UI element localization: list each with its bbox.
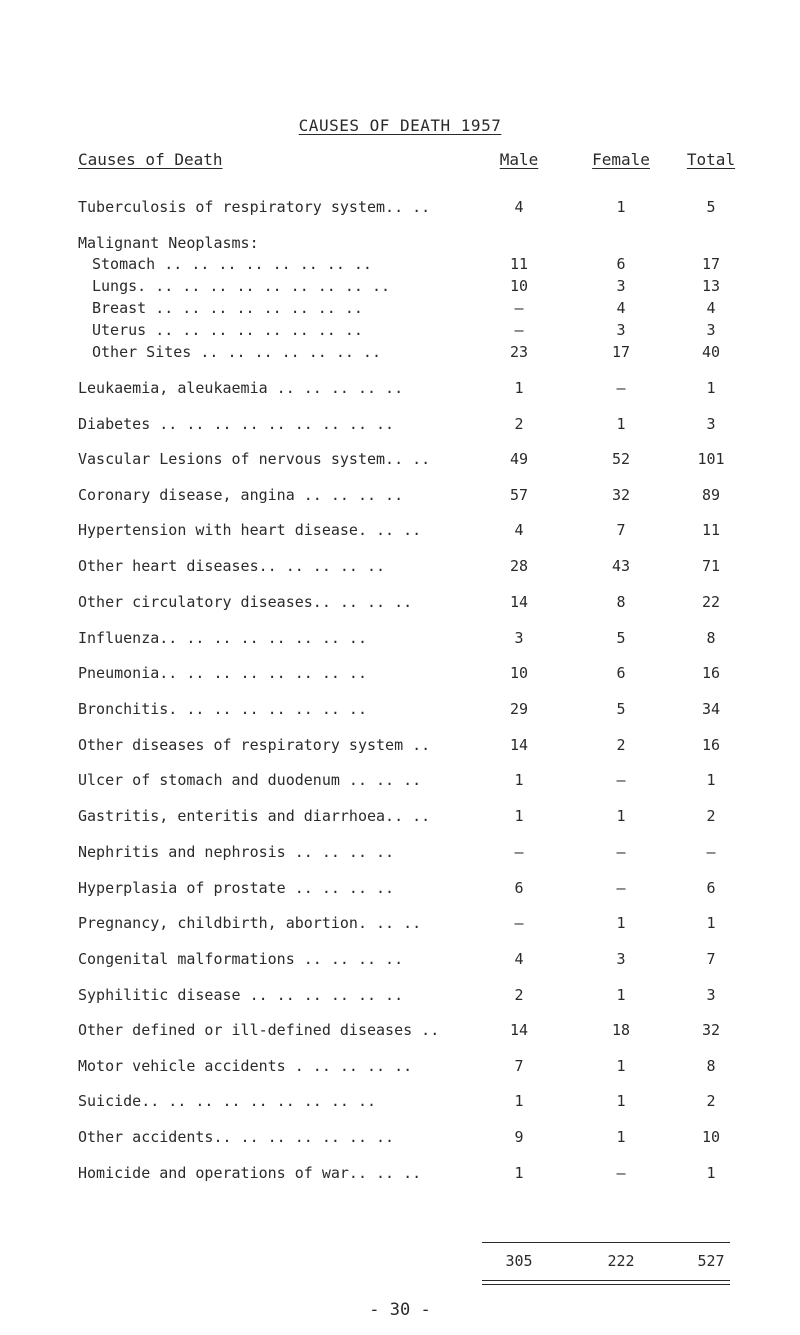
cause-label: Congenital malformations .. .. .. .. [78,950,404,968]
table-row [0,1019,800,1041]
table-row [0,984,800,1006]
total-count: 1 [706,1164,716,1182]
cause-label: Malignant Neoplasms: [78,234,259,252]
female-count: – [616,879,626,897]
cause-label: Other defined or ill-defined diseases .. [78,1021,440,1039]
total-count: 6 [706,879,716,897]
total-count: 3 [706,321,716,339]
cause-label: Bronchitis. .. .. .. .. .. .. .. [78,700,367,718]
table-row [0,734,800,756]
cause-label: Homicide and operations of war.. .. .. [78,1164,422,1182]
total-count: 40 [701,343,721,361]
cause-label: Other diseases of respiratory system .. [78,736,431,754]
female-count: 1 [616,807,626,825]
female-count: 1 [616,415,626,433]
male-count: 2 [514,415,524,433]
female-count: – [616,379,626,397]
cause-label: Diabetes .. .. .. .. .. .. .. .. .. [78,415,395,433]
male-count: 29 [509,700,529,718]
total-count: 1 [706,914,716,932]
grand-total-rule [482,1280,730,1285]
female-count: 5 [616,629,626,647]
table-row [0,448,800,470]
cause-label: Leukaemia, aleukaemia .. .. .. .. .. [78,379,404,397]
female-count: 6 [616,664,626,682]
total-count: 8 [706,1057,716,1075]
female-count: 6 [616,255,626,273]
male-count: 28 [509,557,529,575]
cause-label: Uterus .. .. .. .. .. .. .. .. [92,321,363,339]
totals-row [0,1250,800,1272]
table-row [0,877,800,899]
total-count: 32 [701,1021,721,1039]
total-count: – [706,843,716,861]
male-count: 11 [509,255,529,273]
total-count: 34 [701,700,721,718]
female-count: 5 [616,700,626,718]
male-count: – [514,321,524,339]
table-row [0,841,800,863]
table-row [0,253,800,275]
cause-label: Gastritis, enteritis and diarrhoea.. .. [78,807,431,825]
female-count: 52 [611,450,631,468]
table-row [0,912,800,934]
female-count: 1 [616,1092,626,1110]
cause-label: Hypertension with heart disease. .. .. [78,521,422,539]
male-count: – [514,299,524,317]
female-count: – [616,843,626,861]
total-count: 101 [697,450,725,468]
cause-label: Influenza.. .. .. .. .. .. .. .. [78,629,367,647]
header-male: Male [499,150,539,169]
subtotal-rule [482,1242,730,1243]
table-row [0,1126,800,1148]
table-row [0,769,800,791]
table-row [0,413,800,435]
female-count: – [616,771,626,789]
total-count: 4 [706,299,716,317]
total-count: 89 [701,486,721,504]
cause-label: Other heart diseases.. .. .. .. .. [78,557,386,575]
male-count: 1 [514,379,524,397]
male-count: 14 [509,736,529,754]
female-count: 3 [616,950,626,968]
male-count: 10 [509,664,529,682]
male-count: 7 [514,1057,524,1075]
male-count: 2 [514,986,524,1004]
total-count: 2 [706,807,716,825]
table-row [0,805,800,827]
total-count: 16 [701,736,721,754]
table-row [0,519,800,541]
page-title: CAUSES OF DEATH 1957 [298,116,502,135]
male-count: – [514,843,524,861]
total-female: 222 [607,1252,635,1270]
cause-label: Syphilitic disease .. .. .. .. .. .. [78,986,404,1004]
header-causes: Causes of Death [78,150,223,169]
female-count: 1 [616,198,626,216]
male-count: 57 [509,486,529,504]
male-count: 1 [514,807,524,825]
female-count: 1 [616,1057,626,1075]
cause-label: Coronary disease, angina .. .. .. .. [78,486,404,504]
total-count: 1 [706,771,716,789]
table-row [0,275,800,297]
total-count: 22 [701,593,721,611]
total-count: 3 [706,415,716,433]
male-count: 23 [509,343,529,361]
cause-label: Nephritis and nephrosis .. .. .. .. [78,843,395,861]
total-count: 10 [701,1128,721,1146]
table-row [0,484,800,506]
female-count: 3 [616,277,626,295]
male-count: 9 [514,1128,524,1146]
male-count: 14 [509,593,529,611]
male-count: 1 [514,1092,524,1110]
table-row [0,1162,800,1184]
male-count: 49 [509,450,529,468]
total-all: 527 [697,1252,725,1270]
female-count: 8 [616,593,626,611]
table-row [0,627,800,649]
cause-label: Vascular Lesions of nervous system.. .. [78,450,431,468]
cause-label: Pregnancy, childbirth, abortion. .. .. [78,914,422,932]
male-count: – [514,914,524,932]
total-count: 71 [701,557,721,575]
table-row [0,698,800,720]
table-row [0,1090,800,1112]
female-count: – [616,1164,626,1182]
total-count: 13 [701,277,721,295]
male-count: 10 [509,277,529,295]
table-row [0,297,800,319]
table-row [0,555,800,577]
female-count: 2 [616,736,626,754]
cause-label: Lungs. .. .. .. .. .. .. .. .. .. [92,277,391,295]
total-count: 8 [706,629,716,647]
table-row [0,948,800,970]
cause-label: Suicide.. .. .. .. .. .. .. .. .. [78,1092,377,1110]
cause-label: Pneumonia.. .. .. .. .. .. .. .. [78,664,367,682]
female-count: 4 [616,299,626,317]
female-count: 43 [611,557,631,575]
female-count: 1 [616,1128,626,1146]
female-count: 18 [611,1021,631,1039]
female-count: 7 [616,521,626,539]
cause-label: Breast .. .. .. .. .. .. .. .. [92,299,363,317]
table-row [0,196,800,218]
total-male: 305 [505,1252,533,1270]
male-count: 4 [514,521,524,539]
male-count: 3 [514,629,524,647]
male-count: 4 [514,950,524,968]
male-count: 1 [514,1164,524,1182]
female-count: 32 [611,486,631,504]
table-row [0,377,800,399]
female-count: 1 [616,914,626,932]
total-count: 5 [706,198,716,216]
table-row [0,1055,800,1077]
table-row [0,341,800,363]
total-count: 1 [706,379,716,397]
page-number: - 30 - [369,1300,431,1320]
table-row [0,591,800,613]
female-count: 3 [616,321,626,339]
cause-label: Other circulatory diseases.. .. .. .. [78,593,413,611]
total-count: 2 [706,1092,716,1110]
female-count: 1 [616,986,626,1004]
cause-label: Tuberculosis of respiratory system.. .. [78,198,431,216]
cause-label: Ulcer of stomach and duodenum .. .. .. [78,771,422,789]
table-row [0,319,800,341]
header-female: Female [592,150,650,169]
female-count: 17 [611,343,631,361]
male-count: 6 [514,879,524,897]
cause-label: Hyperplasia of prostate .. .. .. .. [78,879,395,897]
total-count: 17 [701,255,721,273]
cause-label: Other accidents.. .. .. .. .. .. .. [78,1128,395,1146]
total-count: 11 [701,521,721,539]
male-count: 4 [514,198,524,216]
cause-label: Other Sites .. .. .. .. .. .. .. [92,343,381,361]
header-total: Total [686,150,736,169]
total-count: 3 [706,986,716,1004]
total-count: 7 [706,950,716,968]
male-count: 14 [509,1021,529,1039]
cause-label: Stomach .. .. .. .. .. .. .. .. [92,255,372,273]
cause-label: Motor vehicle accidents . .. .. .. .. [78,1057,413,1075]
male-count: 1 [514,771,524,789]
table-row [0,662,800,684]
table-row [0,232,800,254]
total-count: 16 [701,664,721,682]
